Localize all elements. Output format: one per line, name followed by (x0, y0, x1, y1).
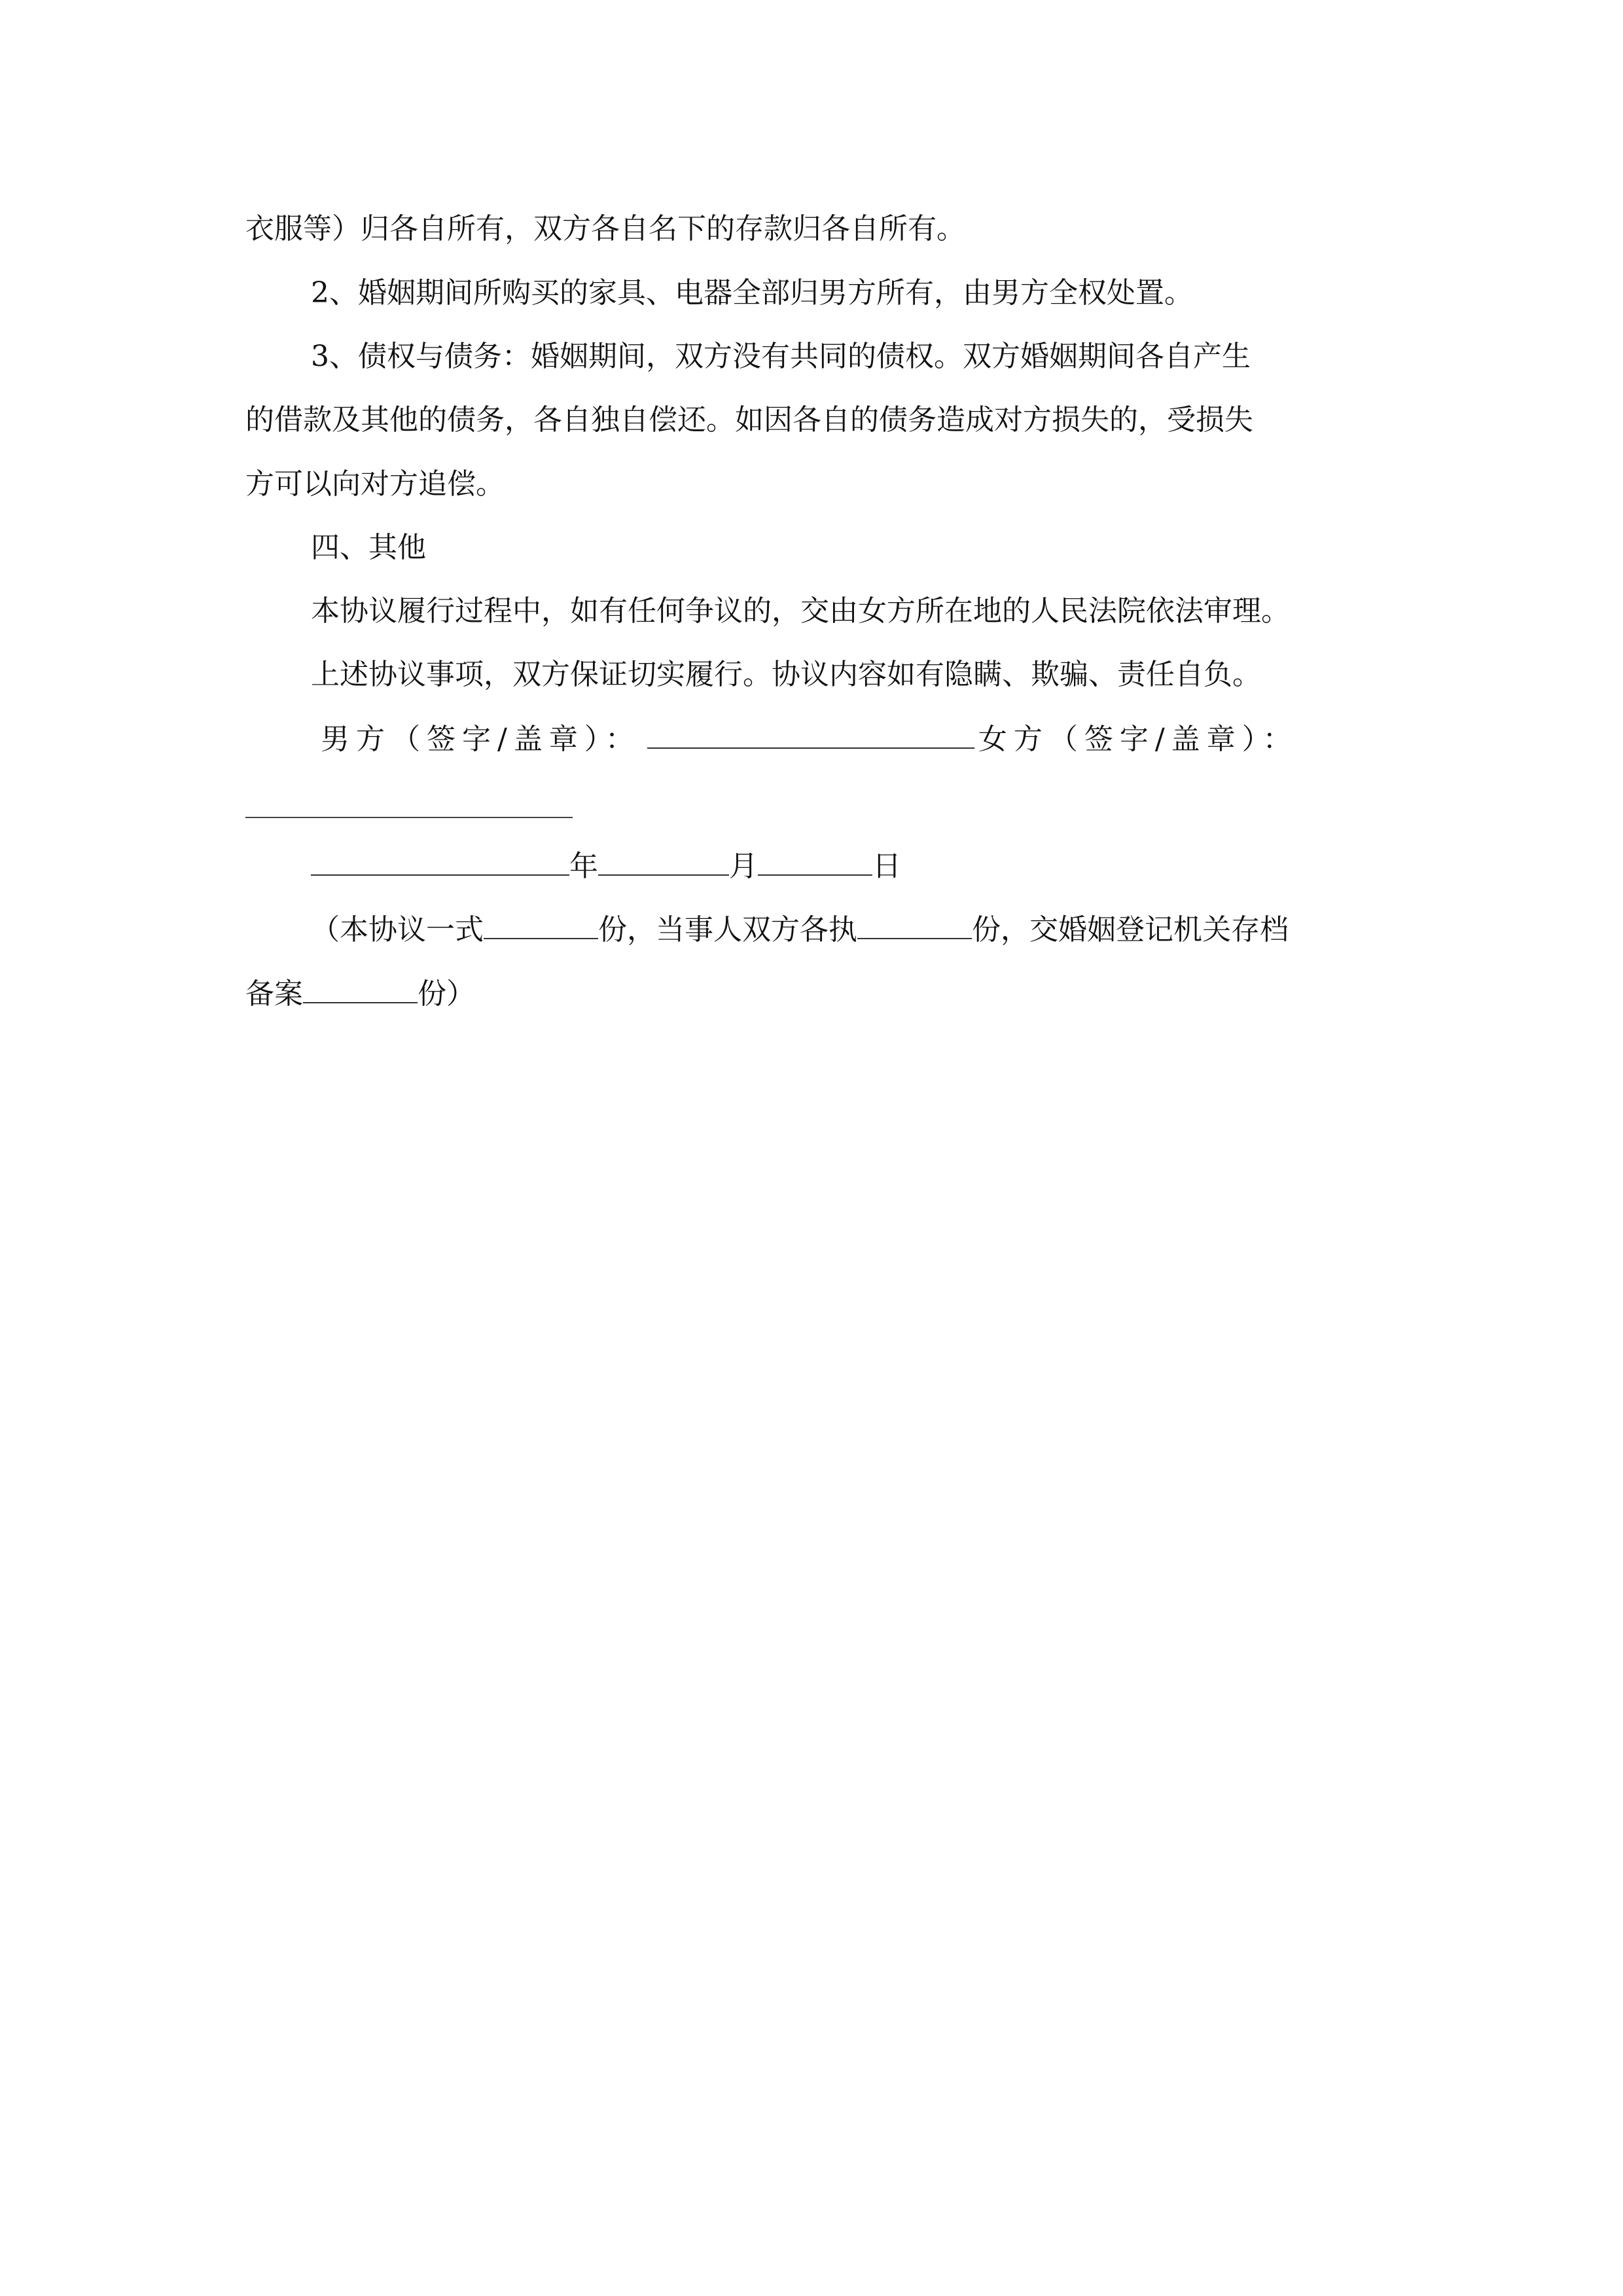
year-label: 年 (569, 850, 598, 883)
male-signature-label: 男方（签字/盖章）： (321, 723, 641, 756)
female-signature-blank[interactable] (245, 817, 573, 818)
paragraph-line: 本协议履行过程中，如有任何争议的，交由女方所在地的人民法院依法审理。 (311, 594, 1290, 628)
total-copies-blank[interactable] (484, 909, 598, 939)
paragraph-line: 方可以向对方追偿。 (245, 467, 505, 501)
signature-line (321, 719, 1298, 759)
year-blank[interactable] (311, 846, 569, 876)
day-label: 日 (872, 850, 901, 883)
month-label: 月 (729, 850, 758, 883)
day-blank[interactable] (758, 846, 872, 876)
paragraph-line: 衣服等）归各自所有，双方各自名下的存款归各自所有。 (245, 212, 965, 245)
copies-line (311, 909, 1289, 950)
each-party-copies-blank[interactable] (857, 909, 972, 939)
section-heading-other: 四、其他 (311, 531, 426, 564)
male-signature-blank[interactable] (647, 719, 974, 749)
paragraph-line: 的借款及其他的债务，各自独自偿还。如因各自的债务造成对方损失的，受损失 (245, 403, 1253, 437)
paragraph-line: 2、婚姻期间所购买的家具、电器全部归男方所有，由男方全权处置。 (311, 276, 1193, 310)
date-line (311, 846, 901, 886)
copies-line-cont (245, 973, 475, 1014)
female-signature-label: 女方（签字/盖章）： (978, 723, 1298, 756)
month-blank[interactable] (598, 846, 729, 876)
paragraph-line: 上述协议事项，双方保证切实履行。协议内容如有隐瞒、欺骗、责任自负。 (311, 658, 1261, 691)
copies-text-5: 份） (418, 977, 475, 1011)
copies-text-4: 备案 (245, 977, 303, 1011)
copies-text-2: 份，当事人双方各执 (598, 913, 857, 946)
archive-copies-blank[interactable] (303, 973, 418, 1003)
copies-text-3: 份，交婚姻登记机关存档 (972, 913, 1289, 946)
paragraph-line: 3、债权与债务：婚姻期间，双方没有共同的债权。双方婚姻期间各自产生 (311, 340, 1251, 373)
copies-text-1: （本协议一式 (311, 913, 484, 946)
